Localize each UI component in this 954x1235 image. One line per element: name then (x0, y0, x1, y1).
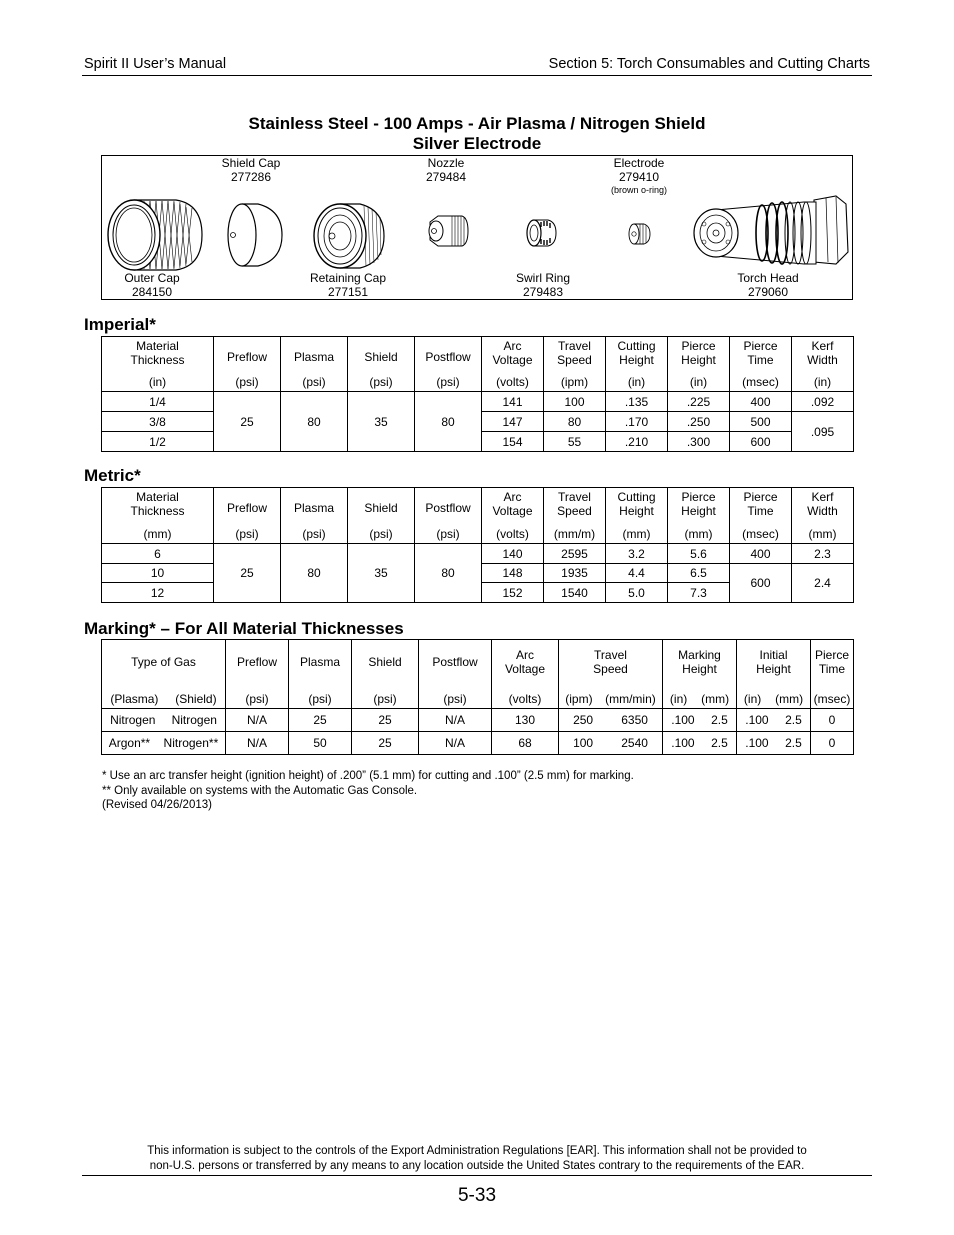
swirl-ring-icon (524, 218, 558, 248)
unit-cell: (psi) (289, 685, 352, 709)
header-travel-speed: Travel Speed (544, 488, 606, 523)
header-pierce-height: Pierce Height (668, 337, 730, 371)
cell-pierce-height: .250 (668, 412, 730, 432)
header-postflow: Postflow (415, 337, 482, 371)
header-shield: Shield (348, 488, 415, 523)
unit-cell: (in) (668, 371, 730, 392)
header-arc-voltage: Arc Voltage (482, 337, 544, 371)
cell-thickness: 6 (102, 544, 214, 564)
cell-arc: 68 (492, 732, 559, 755)
cell-cutting-height: 4.4 (606, 564, 668, 583)
header-kerf-width: Kerf Width (792, 337, 854, 371)
cell-preflow: N/A (226, 709, 289, 732)
cell-gas-type: Nitrogen Nitrogen (102, 709, 226, 732)
cell-arc: 140 (482, 544, 544, 564)
cell-arc: 148 (482, 564, 544, 583)
header-arc-voltage: Arc Voltage (482, 488, 544, 523)
unit-cell: (psi) (281, 371, 348, 392)
cell-cutting-height: .170 (606, 412, 668, 432)
header-material-thickness: Material Thickness (102, 337, 214, 371)
unit-cell: (ipm) (mm/min) (559, 685, 663, 709)
header-plasma: Plasma (289, 640, 352, 685)
cell-speed: 100 (544, 392, 606, 412)
ear-notice: This information is subject to the controls of the Export Administration Regulations [EAR]. This information shall not be provided to non-U.S. persons or transferred by any means to any location outside the United States contrary to the requirements of the EAR. (147, 1145, 807, 1172)
unit-cell: (mm) (668, 523, 730, 544)
imperial-table (101, 336, 854, 452)
cell-shield: 35 (348, 544, 415, 603)
retaining-cap-icon (308, 200, 386, 272)
retaining-cap-label: Retaining Cap 277151 (309, 271, 387, 299)
cell-kerf: .095 (792, 412, 854, 452)
header-cutting-height: Cutting Height (606, 488, 668, 523)
cell-kerf: 2.3 (792, 544, 854, 564)
header-initial-height: Initial Height (737, 640, 811, 685)
metric-table (101, 487, 854, 603)
unit-cell: (volts) (492, 685, 559, 709)
unit-cell: (mm) (792, 523, 854, 544)
unit-cell: (psi) (352, 685, 419, 709)
unit-cell: (mm) (606, 523, 668, 544)
cell-shield: 25 (352, 732, 419, 755)
cell-pierce-time: 400 (730, 544, 792, 564)
metric-heading: Metric* (84, 466, 141, 485)
unit-cell: (in) (102, 371, 214, 392)
header-plasma: Plasma (281, 337, 348, 371)
footnote-arc-transfer: * Use an arc transfer height (ignition height) of .200” (5.1 mm) for cutting and .100” (2.5 mm) for marking. (102, 770, 634, 782)
cell-arc: 154 (482, 432, 544, 452)
header-pierce-time: Pierce Time (730, 488, 792, 523)
cell-arc: 152 (482, 583, 544, 603)
header-type-of-gas: Type of Gas (102, 640, 226, 685)
cell-thickness: 1/4 (102, 392, 214, 412)
header-material-thickness: Material Thickness (102, 488, 214, 523)
header-pierce-time: Pierce Time (730, 337, 792, 371)
page-title: Stainless Steel - 100 Amps - Air Plasma / Nitrogen Shield (248, 114, 706, 133)
cell-marking-height: .100 2.5 (663, 732, 737, 755)
unit-cell: (psi) (419, 685, 492, 709)
unit-cell: (in) (792, 371, 854, 392)
unit-cell: (psi) (214, 523, 281, 544)
revision-date: (Revised 04/26/2013) (102, 799, 212, 811)
footnote-gas-console: ** Only available on systems with the Automatic Gas Console. (102, 784, 418, 797)
cell-kerf: .092 (792, 392, 854, 412)
header-marking-height: Marking Height (663, 640, 737, 685)
header-travel-speed: Travel Speed (559, 640, 663, 685)
header-pierce-height: Pierce Height (668, 488, 730, 523)
cell-pierce-time: 0 (811, 732, 854, 755)
unit-cell: (in) (mm) (663, 685, 737, 709)
footer-rule (82, 1175, 872, 1176)
cell-marking-height: .100 2.5 (663, 709, 737, 732)
nozzle-label: Nozzle 279484 (425, 156, 467, 184)
cell-pierce-time: 400 (730, 392, 792, 412)
cell-postflow: N/A (419, 709, 492, 732)
unit-cell: (mm/m) (544, 523, 606, 544)
cell-thickness: 12 (102, 583, 214, 603)
cell-pierce-height: 6.5 (668, 564, 730, 583)
unit-cell: (volts) (482, 523, 544, 544)
header-kerf-width: Kerf Width (792, 488, 854, 523)
cell-speed: 1540 (544, 583, 606, 603)
cell-pierce-height: .225 (668, 392, 730, 412)
unit-cell: (in) (mm) (737, 685, 811, 709)
cell-postflow: 80 (415, 392, 482, 452)
cell-shield: 35 (348, 392, 415, 452)
cell-gas-type: Argon** Nitrogen** (102, 732, 226, 755)
marking-table (101, 639, 854, 755)
header-shield: Shield (352, 640, 419, 685)
cell-arc: 147 (482, 412, 544, 432)
header-postflow: Postflow (415, 488, 482, 523)
cell-speed: 80 (544, 412, 606, 432)
cell-pierce-time: 0 (811, 709, 854, 732)
page-number: 5-33 (457, 1185, 497, 1206)
consumables-diagram (101, 155, 853, 300)
cell-plasma: 25 (289, 709, 352, 732)
electrode-label: Electrode 279410 (brown o-ring) (610, 156, 668, 195)
unit-cell: (psi) (214, 371, 281, 392)
cell-cutting-height: .210 (606, 432, 668, 452)
unit-cell: (msec) (730, 523, 792, 544)
cell-plasma: 80 (281, 392, 348, 452)
marking-heading: Marking* – For All Material Thicknesses (84, 619, 404, 638)
header-postflow: Postflow (419, 640, 492, 685)
page-subtitle: Silver Electrode (412, 134, 542, 153)
cell-arc: 130 (492, 709, 559, 732)
torch-head-icon (686, 194, 850, 274)
outer-cap-icon (104, 196, 204, 274)
cell-pierce-time: 500 (730, 412, 792, 432)
header-travel-speed: Travel Speed (544, 337, 606, 371)
unit-cell: (psi) (415, 371, 482, 392)
cell-preflow: 25 (214, 392, 281, 452)
cell-cutting-height: 3.2 (606, 544, 668, 564)
cell-thickness: 3/8 (102, 412, 214, 432)
unit-cell: (psi) (281, 523, 348, 544)
unit-cell: (volts) (482, 371, 544, 392)
cell-pierce-time: 600 (730, 432, 792, 452)
cell-shield: 25 (352, 709, 419, 732)
cell-preflow: 25 (214, 544, 281, 603)
table-row (102, 709, 854, 732)
shield-cap-icon (224, 200, 284, 270)
swirl-ring-label: Swirl Ring 279483 (515, 271, 570, 299)
header-plasma: Plasma (281, 488, 348, 523)
cell-thickness: 10 (102, 564, 214, 583)
unit-cell: (psi) (226, 685, 289, 709)
cell-postflow: N/A (419, 732, 492, 755)
cell-speed: 100 2540 (559, 732, 663, 755)
cell-initial-height: .100 2.5 (737, 709, 811, 732)
header-pierce-time: Pierce Time (811, 640, 854, 685)
unit-cell: (ipm) (544, 371, 606, 392)
unit-cell: (psi) (348, 523, 415, 544)
unit-cell: (mm) (102, 523, 214, 544)
unit-cell: (in) (606, 371, 668, 392)
imperial-heading: Imperial* (84, 315, 156, 334)
cell-kerf: 2.4 (792, 564, 854, 603)
cell-plasma: 50 (289, 732, 352, 755)
header-arc-voltage: Arc Voltage (492, 640, 559, 685)
cell-postflow: 80 (415, 544, 482, 603)
header-shield: Shield (348, 337, 415, 371)
cell-speed: 2595 (544, 544, 606, 564)
cell-speed: 55 (544, 432, 606, 452)
cell-pierce-time: 600 (730, 564, 792, 603)
cell-speed: 1935 (544, 564, 606, 583)
cell-cutting-height: 5.0 (606, 583, 668, 603)
header-preflow: Preflow (214, 488, 281, 523)
unit-cell: (psi) (415, 523, 482, 544)
outer-cap-label: Outer Cap 284150 (124, 271, 180, 299)
shield-cap-label: Shield Cap 277286 (221, 156, 281, 184)
cell-preflow: N/A (226, 732, 289, 755)
unit-cell: (Plasma) (Shield) (102, 685, 226, 709)
cell-arc: 141 (482, 392, 544, 412)
cell-pierce-height: 7.3 (668, 583, 730, 603)
manual-title: Spirit II User’s Manual (84, 56, 227, 72)
header-preflow: Preflow (214, 337, 281, 371)
nozzle-icon (422, 212, 470, 250)
unit-cell: (msec) (811, 685, 854, 709)
table-row (102, 392, 854, 412)
footnotes (102, 769, 634, 813)
section-title: Section 5: Torch Consumables and Cutting Charts (548, 56, 870, 72)
cell-thickness: 1/2 (102, 432, 214, 452)
electrode-icon (626, 222, 652, 246)
table-row (102, 544, 854, 564)
table-row (102, 732, 854, 755)
cell-plasma: 80 (281, 544, 348, 603)
cell-cutting-height: .135 (606, 392, 668, 412)
header-preflow: Preflow (226, 640, 289, 685)
cell-pierce-height: 5.6 (668, 544, 730, 564)
cell-pierce-height: .300 (668, 432, 730, 452)
unit-cell: (msec) (730, 371, 792, 392)
header-cutting-height: Cutting Height (606, 337, 668, 371)
torch-head-label: Torch Head 279060 (737, 271, 799, 299)
unit-cell: (psi) (348, 371, 415, 392)
header-rule (82, 75, 872, 76)
cell-initial-height: .100 2.5 (737, 732, 811, 755)
cell-speed: 250 6350 (559, 709, 663, 732)
